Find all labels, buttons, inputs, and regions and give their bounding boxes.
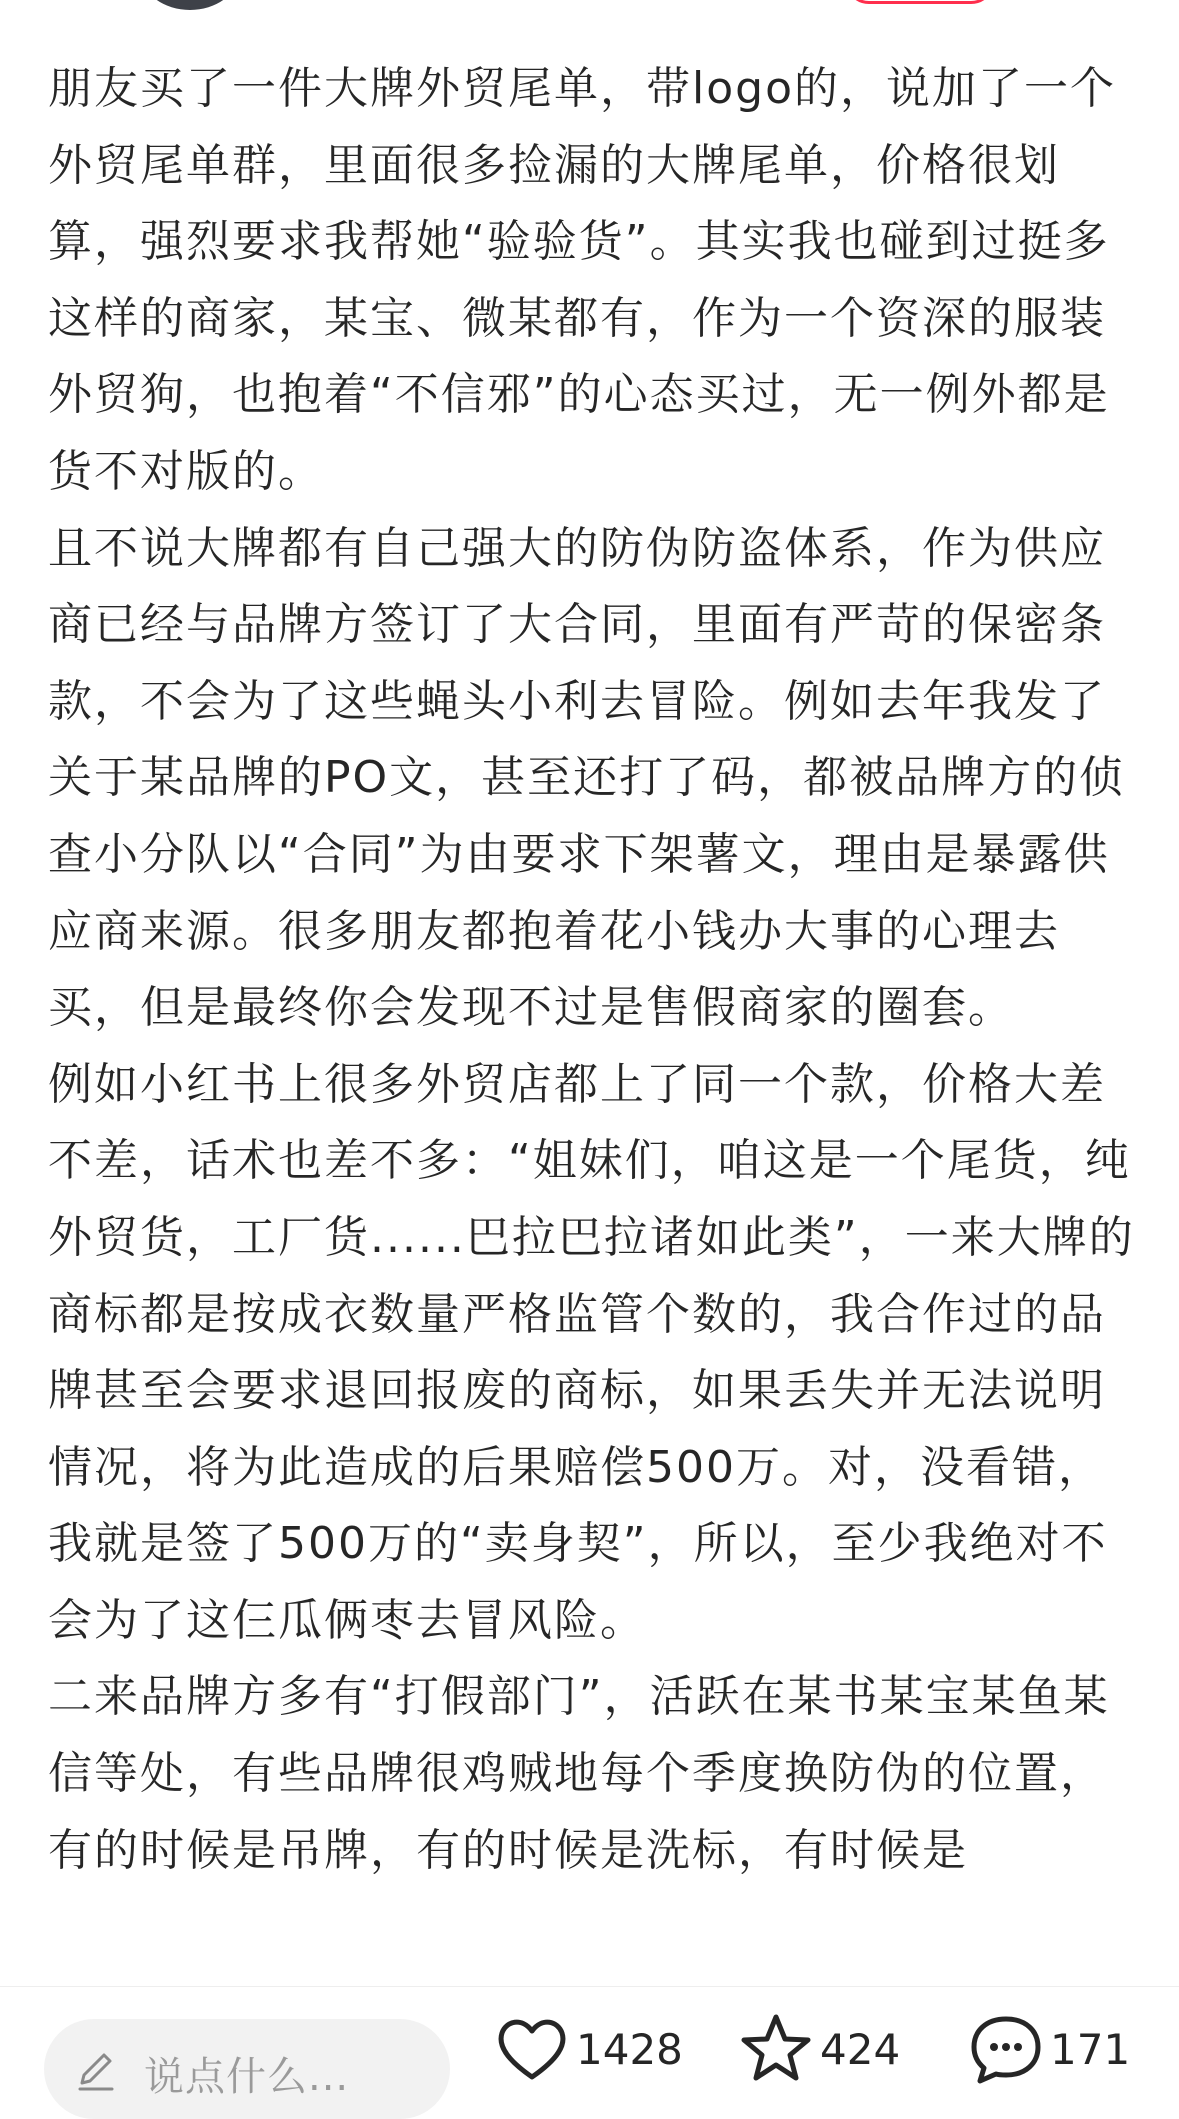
post-paragraph: 且不说大牌都有自己强大的防伪防盗体系，作为供应商已经与品牌方签订了大合同，里面有严苛的保密条款，不会为了这些蝇头小利去冒险。例如去年我发了关于某品牌的PO文，甚至还打了码，都被品牌方的侦查小分队以“合同”为由要求下架薯文，理由是暴露供应商来源。很多朋友都抱着花小钱办大事的心理去买，但是最终你会发现不过是售假商家的圈套。 — [48, 522, 1126, 1034]
collect-button[interactable] — [736, 2009, 900, 2089]
bottom-action-bar — [0, 1986, 1179, 2110]
author-avatar[interactable] — [142, 0, 238, 10]
like-button[interactable] — [492, 2009, 683, 2089]
pen-icon — [74, 2049, 118, 2093]
follow-button[interactable] — [845, 0, 995, 4]
post-paragraph: 二来品牌方多有“打假部门”，活跃在某书某宝某鱼某信等处，有些品牌很鸡贼地每个季度换防伪的位置，有的时候是吊牌，有的时候是洗标，有时候是 — [48, 1671, 1110, 1876]
comment-input[interactable] — [44, 2019, 450, 2119]
post-content — [48, 51, 1143, 1889]
post-paragraph: 例如小红书上很多外贸店都上了同一个款，价格大差不差，话术也差不多：“姐妹们，咱这是一个尾货，纯外贸货，工厂货......巴拉巴拉诸如此类”，一来大牌的商标都是按成衣数量严格监管个数的，我合作过的品牌甚至会要求退回报废的商标，如果丢失并无法说明情况，将为此造成的后果赔偿500万。对，没看错，我就是签了500万的“卖身契”，所以，至少我绝对不会为了这仨瓜俩枣去冒风险。 — [48, 1058, 1135, 1646]
top-bar — [0, 0, 1179, 10]
comment-placeholder: 说点什么... — [144, 2054, 350, 2100]
comment-button[interactable] — [966, 2009, 1130, 2089]
post-paragraph: 朋友买了一件大牌外贸尾单，带logo的，说加了一个外贸尾单群，里面很多捡漏的大牌尾单，价格很划算，强烈要求我帮她“验验货”。其实我也碰到过挺多这样的商家，某宝、微某都有，作为一个资深的服装外贸狗，也抱着“不信邪”的心态买过，无一例外都是货不对版的。 — [48, 63, 1116, 497]
star-icon — [736, 2009, 816, 2089]
chat-bubble-icon — [966, 2009, 1046, 2089]
like-count: 1428 — [576, 2024, 683, 2074]
heart-icon — [492, 2009, 572, 2089]
collect-count: 424 — [820, 2024, 901, 2074]
comment-count: 171 — [1050, 2024, 1131, 2074]
